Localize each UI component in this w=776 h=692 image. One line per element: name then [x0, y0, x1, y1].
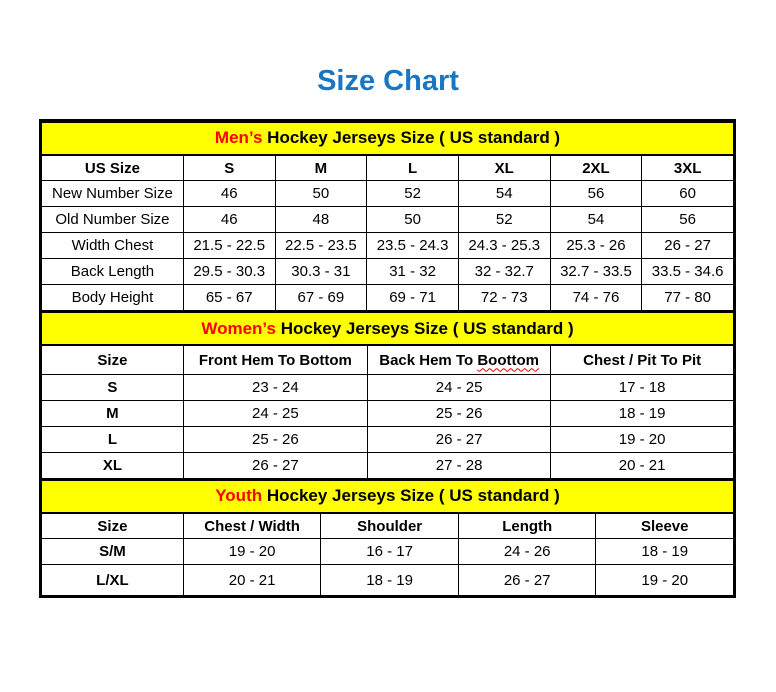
- table-row: [42, 259, 734, 285]
- youth-section-band: [42, 480, 734, 513]
- size-value-cell: 29.5 - 30.3: [183, 259, 275, 285]
- column-header: Chest / Width: [183, 513, 321, 539]
- size-value-cell: 16 - 17: [321, 539, 459, 565]
- womens-section-title-rest: Hockey Jerseys Size ( US standard ): [275, 318, 574, 338]
- size-value-cell: 46: [183, 181, 275, 207]
- row-label: New Number Size: [42, 181, 184, 207]
- youth-size-table: [41, 479, 734, 597]
- column-header: 3XL: [642, 155, 734, 181]
- column-header: M: [275, 155, 367, 181]
- size-value-cell: 19 - 20: [596, 565, 734, 596]
- table-row: [42, 539, 734, 565]
- column-header: Front Hem To Bottom: [183, 345, 367, 374]
- size-value-cell: 17 - 18: [551, 374, 734, 400]
- column-header: Sleeve: [596, 513, 734, 539]
- row-label: XL: [42, 452, 184, 478]
- size-value-cell: 25 - 26: [367, 400, 550, 426]
- size-value-cell: 26 - 27: [458, 565, 596, 596]
- size-value-cell: 24 - 26: [458, 539, 596, 565]
- size-value-cell: 20 - 21: [551, 452, 734, 478]
- size-value-cell: 25 - 26: [183, 426, 367, 452]
- size-value-cell: 23.5 - 24.3: [367, 233, 459, 259]
- womens-header-row: [42, 345, 734, 374]
- table-row: [42, 233, 734, 259]
- row-label: Body Height: [42, 285, 184, 311]
- column-header: Size: [42, 345, 184, 374]
- table-row: [42, 207, 734, 233]
- size-value-cell: 33.5 - 34.6: [642, 259, 734, 285]
- table-row: [42, 452, 734, 478]
- size-value-cell: 19 - 20: [183, 539, 321, 565]
- row-label: S/M: [42, 539, 184, 565]
- size-value-cell: 60: [642, 181, 734, 207]
- table-row: [42, 426, 734, 452]
- mens-header-row: [42, 155, 734, 181]
- mens-section-title-rest: Hockey Jerseys Size ( US standard ): [262, 128, 561, 148]
- size-value-cell: 56: [642, 207, 734, 233]
- row-label: L/XL: [42, 565, 184, 596]
- size-value-cell: 19 - 20: [551, 426, 734, 452]
- size-value-cell: 18 - 19: [596, 539, 734, 565]
- size-value-cell: 50: [275, 181, 367, 207]
- table-row: [42, 181, 734, 207]
- size-value-cell: 72 - 73: [458, 285, 550, 311]
- size-value-cell: 54: [550, 207, 642, 233]
- womens-size-table: [41, 311, 734, 479]
- size-value-cell: 24.3 - 25.3: [458, 233, 550, 259]
- column-header: S: [183, 155, 275, 181]
- size-value-cell: 26 - 27: [367, 426, 550, 452]
- youth-section-title-rest: Hockey Jerseys Size ( US standard ): [262, 486, 560, 506]
- womens-section-band: [42, 312, 734, 345]
- size-value-cell: 18 - 19: [321, 565, 459, 596]
- row-label: S: [42, 374, 184, 400]
- size-value-cell: 32.7 - 33.5: [550, 259, 642, 285]
- table-row: [42, 285, 734, 311]
- size-value-cell: 18 - 19: [551, 400, 734, 426]
- womens-section-title-highlight: Women’s: [201, 318, 276, 338]
- size-value-cell: 74 - 76: [550, 285, 642, 311]
- column-header: Chest / Pit To Pit: [551, 345, 734, 374]
- column-header: Shoulder: [321, 513, 459, 539]
- mens-size-table: [41, 121, 734, 312]
- size-value-cell: 77 - 80: [642, 285, 734, 311]
- youth-section-title-highlight: Youth: [215, 486, 263, 506]
- size-value-cell: 65 - 67: [183, 285, 275, 311]
- table-row: [42, 565, 734, 596]
- size-value-cell: 22.5 - 23.5: [275, 233, 367, 259]
- size-value-cell: 31 - 32: [367, 259, 459, 285]
- youth-section-title: [42, 480, 734, 513]
- size-value-cell: 30.3 - 31: [275, 259, 367, 285]
- mens-section-title-highlight: Men’s: [214, 128, 263, 148]
- table-row: [42, 400, 734, 426]
- column-header: Length: [458, 513, 596, 539]
- row-label: Back Length: [42, 259, 184, 285]
- size-value-cell: 46: [183, 207, 275, 233]
- row-label: Old Number Size: [42, 207, 184, 233]
- size-value-cell: 52: [367, 181, 459, 207]
- size-value-cell: 24 - 25: [367, 374, 550, 400]
- column-header: US Size: [42, 155, 184, 181]
- size-value-cell: 26 - 27: [642, 233, 734, 259]
- size-value-cell: 50: [367, 207, 459, 233]
- size-value-cell: 52: [458, 207, 550, 233]
- youth-header-row: [42, 513, 734, 539]
- table-row: [42, 374, 734, 400]
- size-value-cell: 26 - 27: [183, 452, 367, 478]
- row-label: M: [42, 400, 184, 426]
- column-header: Size: [42, 513, 184, 539]
- womens-section-title: [42, 312, 734, 345]
- size-value-cell: 20 - 21: [183, 565, 321, 596]
- mens-section-title: [42, 122, 734, 155]
- size-value-cell: 54: [458, 181, 550, 207]
- size-chart-table-group: [39, 119, 736, 599]
- column-header: XL: [458, 155, 550, 181]
- size-value-cell: 27 - 28: [367, 452, 550, 478]
- size-value-cell: 21.5 - 22.5: [183, 233, 275, 259]
- row-label: L: [42, 426, 184, 452]
- size-value-cell: 24 - 25: [183, 400, 367, 426]
- size-value-cell: 69 - 71: [367, 285, 459, 311]
- size-value-cell: 56: [550, 181, 642, 207]
- size-value-cell: 67 - 69: [275, 285, 367, 311]
- size-value-cell: 32 - 32.7: [458, 259, 550, 285]
- column-header: L: [367, 155, 459, 181]
- row-label: Width Chest: [42, 233, 184, 259]
- size-value-cell: 23 - 24: [183, 374, 367, 400]
- mens-section-band: [42, 122, 734, 155]
- spellcheck-squiggle-word: Boottom: [477, 351, 539, 369]
- page-title: Size Chart: [317, 65, 459, 97]
- column-header-text: Back Hem To: [379, 351, 478, 369]
- column-header: 2XL: [550, 155, 642, 181]
- size-value-cell: 25.3 - 26: [550, 233, 642, 259]
- size-value-cell: 48: [275, 207, 367, 233]
- column-header-misspelled: [367, 345, 550, 374]
